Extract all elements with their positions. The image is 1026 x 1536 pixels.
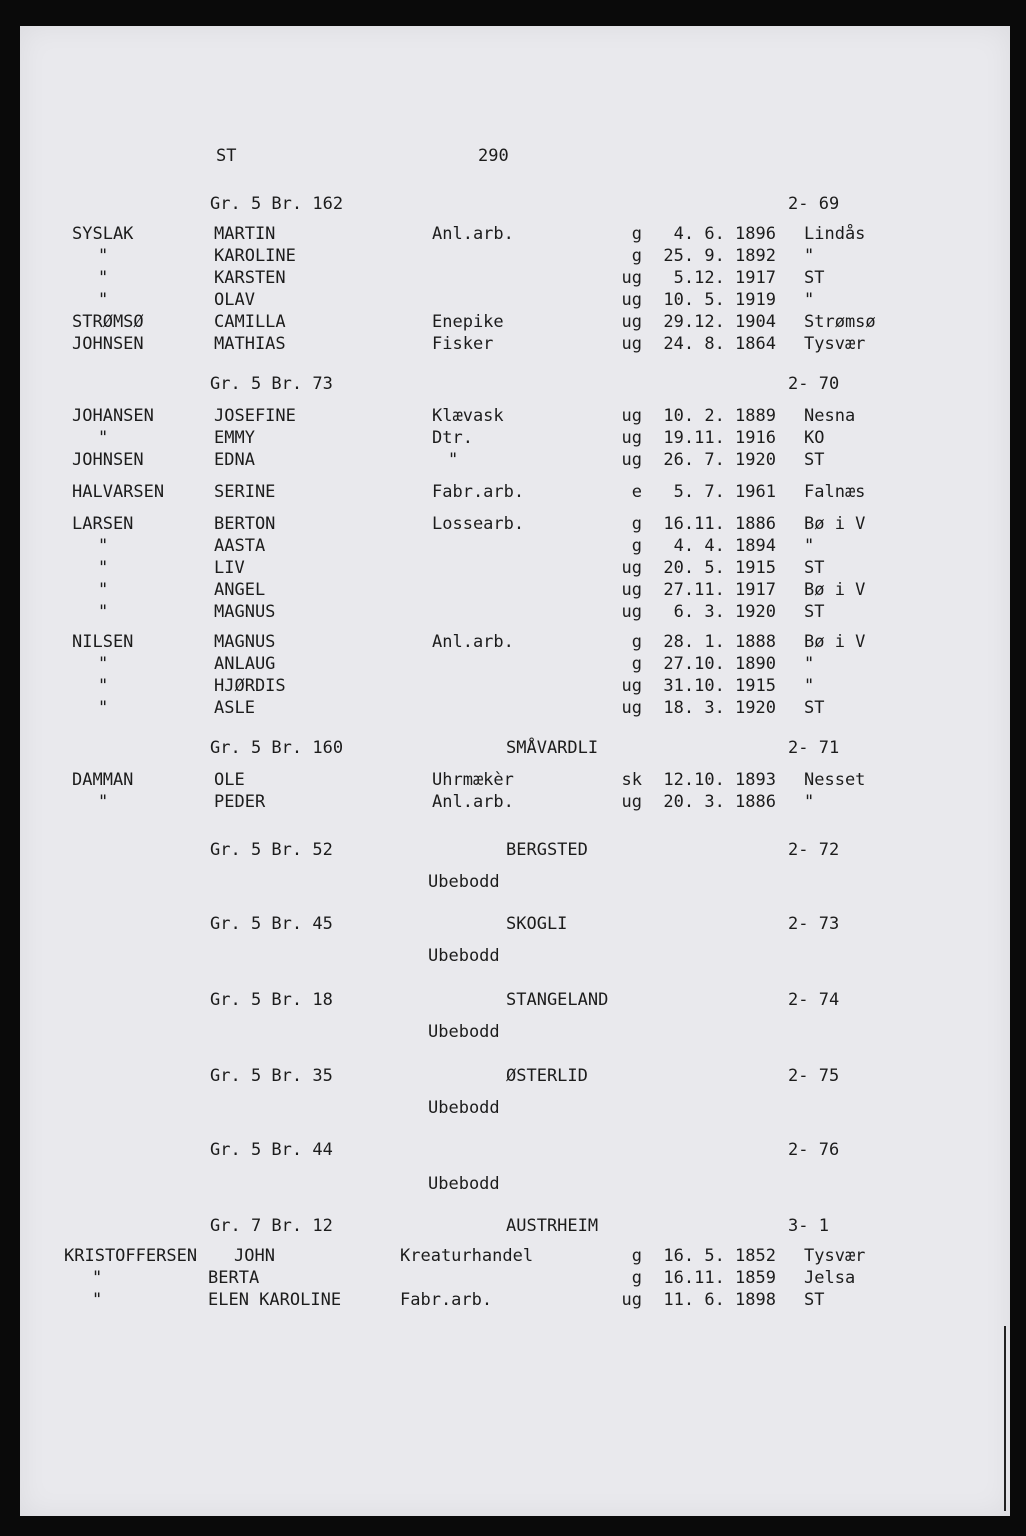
birth-date: 28. 1. 1888: [663, 632, 776, 652]
marital-status: ug: [621, 580, 642, 600]
surname: KRISTOFFERSEN: [64, 1246, 198, 1266]
occupation: Anl.arb.: [432, 224, 514, 244]
farm-code: 2- 75: [788, 1066, 840, 1086]
marital-status: g: [631, 514, 642, 534]
birth-date: 31.10. 1915: [663, 676, 776, 696]
occupation: Anl.arb.: [432, 632, 514, 652]
given-name: EMMY: [214, 428, 255, 448]
surname: DAMMAN: [72, 770, 134, 790]
surname: NILSEN: [72, 632, 134, 652]
marital-status: sk: [621, 770, 642, 790]
surname: STRØMSØ: [72, 312, 144, 332]
farm-name: BERGSTED: [506, 840, 588, 860]
marital-status: ug: [621, 602, 642, 622]
surname: SYSLAK: [72, 224, 134, 244]
surname: ": [98, 558, 109, 578]
farm-code: 2- 73: [788, 914, 840, 934]
given-name: MARTIN: [214, 224, 276, 244]
surname: ": [98, 676, 109, 696]
given-name: ELEN KAROLINE: [208, 1290, 342, 1310]
marital-status: ug: [621, 268, 642, 288]
given-name: BERTON: [214, 514, 276, 534]
farm-name: STANGELAND: [506, 990, 609, 1010]
page-number: 290: [478, 146, 509, 166]
marital-status: ug: [621, 1290, 642, 1310]
birth-date: 18. 3. 1920: [663, 698, 776, 718]
given-name: OLAV: [214, 290, 255, 310]
marital-status: ug: [621, 312, 642, 332]
occupation: Anl.arb.: [432, 792, 514, 812]
farm-reference: Gr. 5 Br. 44: [210, 1140, 333, 1160]
birth-date: 5. 7. 1961: [673, 482, 776, 502]
birth-date: 19.11. 1916: [663, 428, 776, 448]
farm-reference: Gr. 5 Br. 160: [210, 738, 344, 758]
surname: HALVARSEN: [72, 482, 165, 502]
given-name: ANGEL: [214, 580, 266, 600]
marital-status: g: [631, 536, 642, 556]
occupation: Fisker: [432, 334, 494, 354]
given-name: JOHN: [234, 1246, 275, 1266]
farm-code: 2- 72: [788, 840, 840, 860]
marital-status: g: [631, 1246, 642, 1266]
birth-date: 12.10. 1893: [663, 770, 776, 790]
birth-date: 11. 6. 1898: [663, 1290, 776, 1310]
birth-place: Tysvær: [804, 334, 866, 354]
birth-place: Lindås: [804, 224, 866, 244]
marital-status: g: [631, 654, 642, 674]
birth-date: 16. 5. 1852: [663, 1246, 776, 1266]
farm-code: 3- 1: [788, 1216, 829, 1236]
birth-date: 25. 9. 1892: [663, 246, 776, 266]
birth-place: ": [804, 792, 815, 812]
marital-status: g: [631, 1268, 642, 1288]
given-name: KAROLINE: [214, 246, 296, 266]
birth-place: Bø i V: [804, 514, 866, 534]
given-name: PEDER: [214, 792, 266, 812]
farm-code: 2- 76: [788, 1140, 840, 1160]
birth-place: ST: [804, 268, 825, 288]
birth-place: ST: [804, 1290, 825, 1310]
birth-place: ": [804, 654, 815, 674]
birth-place: Tysvær: [804, 1246, 866, 1266]
birth-place: Nesset: [804, 770, 866, 790]
surname: JOHANSEN: [72, 406, 154, 426]
marital-status: ug: [621, 428, 642, 448]
occupation: ": [448, 450, 459, 470]
surname: ": [92, 1268, 103, 1288]
farm-name: SKOGLI: [506, 914, 568, 934]
farm-code: 2- 74: [788, 990, 840, 1010]
birth-place: ": [804, 290, 815, 310]
birth-date: 16.11. 1859: [663, 1268, 776, 1288]
birth-date: 5.12. 1917: [673, 268, 776, 288]
surname: ": [98, 698, 109, 718]
farm-reference: Gr. 7 Br. 12: [210, 1216, 333, 1236]
farm-name: SMÅVARDLI: [506, 738, 599, 758]
birth-place: Strømsø: [804, 312, 876, 332]
marital-status: ug: [621, 290, 642, 310]
surname: ": [98, 536, 109, 556]
given-name: AASTA: [214, 536, 266, 556]
occupancy-status: Ubebodd: [428, 1022, 500, 1042]
occupation: Fabr.arb.: [432, 482, 525, 502]
birth-place: Falnæs: [804, 482, 866, 502]
birth-date: 20. 3. 1886: [663, 792, 776, 812]
given-name: CAMILLA: [214, 312, 286, 332]
surname: ": [92, 1290, 103, 1310]
birth-place: Nesna: [804, 406, 856, 426]
birth-date: 4. 6. 1896: [673, 224, 776, 244]
marital-status: ug: [621, 558, 642, 578]
birth-date: 16.11. 1886: [663, 514, 776, 534]
given-name: MAGNUS: [214, 632, 276, 652]
surname: ": [98, 428, 109, 448]
surname: ": [98, 268, 109, 288]
birth-date: 29.12. 1904: [663, 312, 776, 332]
given-name: SERINE: [214, 482, 276, 502]
birth-date: 24. 8. 1864: [663, 334, 776, 354]
birth-place: ": [804, 246, 815, 266]
marital-status: g: [631, 224, 642, 244]
birth-date: 10. 2. 1889: [663, 406, 776, 426]
birth-place: KO: [804, 428, 825, 448]
occupancy-status: Ubebodd: [428, 1174, 500, 1194]
surname: ": [98, 654, 109, 674]
given-name: ANLAUG: [214, 654, 276, 674]
marital-status: e: [631, 482, 642, 502]
birth-date: 6. 3. 1920: [673, 602, 776, 622]
farm-name: AUSTRHEIM: [506, 1216, 599, 1236]
given-name: ASLE: [214, 698, 255, 718]
farm-reference: Gr. 5 Br. 73: [210, 374, 333, 394]
occupancy-status: Ubebodd: [428, 1098, 500, 1118]
occupancy-status: Ubebodd: [428, 946, 500, 966]
farm-reference: Gr. 5 Br. 35: [210, 1066, 333, 1086]
given-name: KARSTEN: [214, 268, 286, 288]
occupation: Enepike: [432, 312, 504, 332]
birth-place: ST: [804, 450, 825, 470]
birth-place: ST: [804, 602, 825, 622]
surname: LARSEN: [72, 514, 134, 534]
farm-reference: Gr. 5 Br. 162: [210, 194, 344, 214]
given-name: JOSEFINE: [214, 406, 296, 426]
occupation: Uhrmækèr: [432, 770, 514, 790]
surname: JOHNSEN: [72, 334, 144, 354]
farm-code: 2- 69: [788, 194, 840, 214]
occupation: Lossearb.: [432, 514, 525, 534]
given-name: HJØRDIS: [214, 676, 286, 696]
farm-reference: Gr. 5 Br. 52: [210, 840, 333, 860]
birth-place: ST: [804, 558, 825, 578]
surname: ": [98, 246, 109, 266]
marital-status: ug: [621, 406, 642, 426]
given-name: LIV: [214, 558, 245, 578]
birth-place: ": [804, 536, 815, 556]
marital-status: ug: [621, 676, 642, 696]
birth-date: 27.10. 1890: [663, 654, 776, 674]
given-name: OLE: [214, 770, 245, 790]
given-name: MAGNUS: [214, 602, 276, 622]
farm-reference: Gr. 5 Br. 18: [210, 990, 333, 1010]
birth-place: Bø i V: [804, 632, 866, 652]
farm-name: ØSTERLID: [506, 1066, 588, 1086]
given-name: MATHIAS: [214, 334, 286, 354]
marital-status: g: [631, 632, 642, 652]
marital-status: ug: [621, 792, 642, 812]
birth-date: 27.11. 1917: [663, 580, 776, 600]
birth-date: 4. 4. 1894: [673, 536, 776, 556]
occupation: Fabr.arb.: [400, 1290, 493, 1310]
farm-code: 2- 70: [788, 374, 840, 394]
marital-status: ug: [621, 698, 642, 718]
surname: JOHNSEN: [72, 450, 144, 470]
birth-place: Bø i V: [804, 580, 866, 600]
marital-status: ug: [621, 334, 642, 354]
occupation: Kreaturhandel: [400, 1246, 534, 1266]
margin-rule: [1004, 1326, 1006, 1511]
surname: ": [98, 290, 109, 310]
occupation: Dtr.: [432, 428, 473, 448]
birth-place: ": [804, 676, 815, 696]
birth-place: ST: [804, 698, 825, 718]
birth-date: 26. 7. 1920: [663, 450, 776, 470]
census-content: [20, 26, 1010, 1516]
birth-place: Jelsa: [804, 1268, 856, 1288]
document-page: [20, 26, 1010, 1516]
birth-date: 10. 5. 1919: [663, 290, 776, 310]
surname: ": [98, 602, 109, 622]
given-name: BERTA: [208, 1268, 260, 1288]
marital-status: g: [631, 246, 642, 266]
occupancy-status: Ubebodd: [428, 872, 500, 892]
marital-status: ug: [621, 450, 642, 470]
surname: ": [98, 792, 109, 812]
occupation: Klævask: [432, 406, 504, 426]
farm-reference: Gr. 5 Br. 45: [210, 914, 333, 934]
given-name: EDNA: [214, 450, 255, 470]
district-label: ST: [216, 146, 237, 166]
surname: ": [98, 580, 109, 600]
farm-code: 2- 71: [788, 738, 840, 758]
birth-date: 20. 5. 1915: [663, 558, 776, 578]
